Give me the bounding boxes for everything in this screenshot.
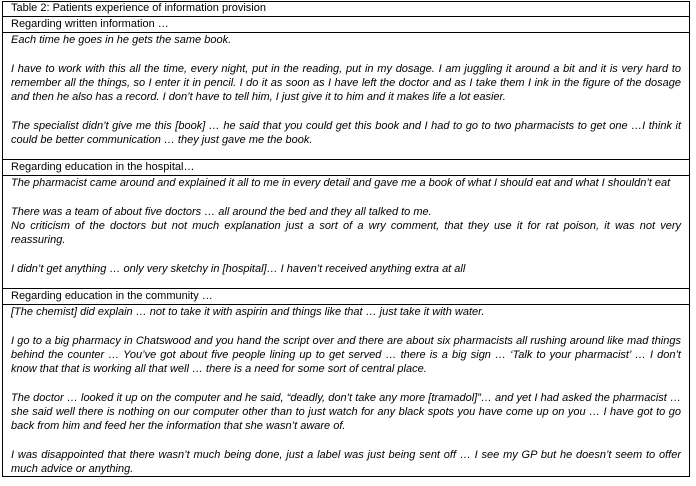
section-header-community: Regarding education in the community …: [11, 290, 213, 302]
quote: I was disappointed that there wasn’t much being done, just a label was just being sent off … I see my GP but he doesn’t seem to offer much advice or anything.: [11, 448, 681, 476]
quote: I didn’t get anything … only very sketchy in [hospital]… I haven’t received anything extra at all: [11, 262, 466, 275]
section-body-community: [2, 305, 690, 477]
quote: I have to work with this all the time, every night, put in the reading, put in my dosage. I am juggling it around a bit and it is very hard to remember all the things, so I enter it in pencil. I do it as soon as I have left the doctor and as I take them I ink in the figure of the dosage and then he also has a record. I don’t have to tell him, I just give it to him and it makes life a lot easier.: [11, 62, 681, 104]
section-header-hospital: Regarding education in the hospital…: [11, 161, 195, 173]
quote: Each time he goes in he gets the same book.: [11, 34, 232, 46]
table-caption-row: [2, 1, 690, 16]
quote: The pharmacist came around and explained it all to me in every detail and gave me a book of what I should eat and what I shouldn’t eat: [11, 177, 671, 189]
section-body-written: [2, 33, 690, 159]
section-header-row: [2, 159, 690, 176]
section-header-written: Regarding written information …: [11, 18, 169, 30]
section-header-row: [2, 288, 690, 305]
quote: No criticism of the doctors but not much explanation just a sort of a wry comment, that they use it for rat poison, it was not very reassuring.: [11, 219, 681, 247]
quote: The specialist didn’t give me this [book] … he said that you could get this book and I had to go to two pharmacists to get one …I think it could be better communication … they just gave me the book.: [11, 119, 681, 147]
quote: There was a team of about five doctors … all around the bed and they all talked to me.: [11, 205, 432, 218]
table-caption: Table 2: Patients experience of information provision: [11, 2, 266, 14]
patients-experience-table: [2, 1, 690, 477]
quote: [The chemist] did explain … not to take it with aspirin and things like that … just take it with water.: [11, 306, 485, 318]
quote: The doctor … looked it up on the computer and he said, “deadly, don’t take any more [tramadol]”… and yet I had asked the pharmacist … she said well there is nothing on our computer other than to just watch for any black spots you have come up on you … I have got to go back from him and feed her the information that she wasn’t aware of.: [11, 391, 681, 433]
section-body-hospital: [2, 176, 690, 288]
quote: I go to a big pharmacy in Chatswood and you hand the script over and there are about six pharmacists all rushing around like mad things behind the counter … You’ve got about five people lining up to get served … there is a big sign … ‘Talk to your pharmacist’ … I don’t know that that is working all that well … there is a need for some sort of central place.: [11, 334, 681, 376]
section-header-row: [2, 16, 690, 33]
